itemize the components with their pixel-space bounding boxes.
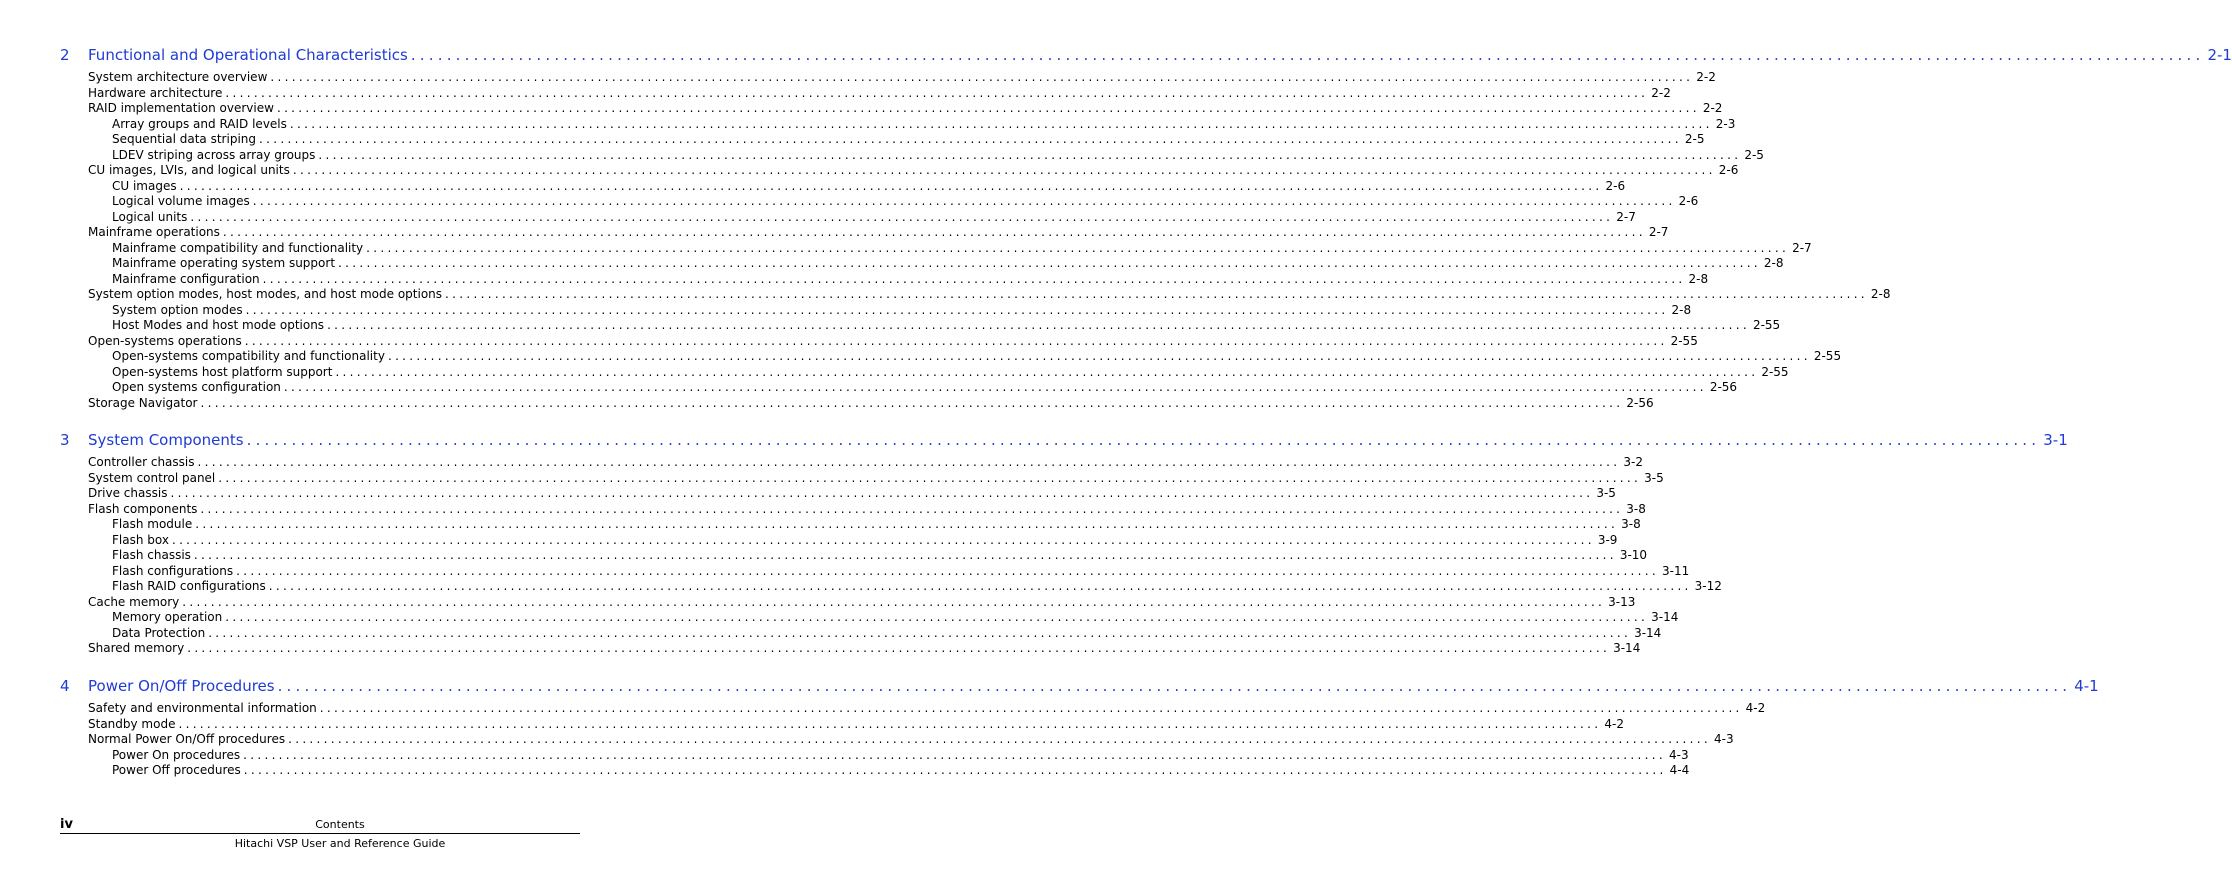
dot-leader: ........................................................................................................................................................................................................ (262, 272, 1686, 286)
entry-page-number: 3-13 (1608, 595, 1636, 609)
toc-subentry[interactable] (112, 349, 1842, 365)
dot-leader: ........................................................................................................................................................................................................ (182, 595, 1606, 609)
footer-book-title: Hitachi VSP User and Reference Guide (234, 837, 446, 850)
entry-page-number: 2-2 (1696, 70, 1716, 84)
dot-leader: ........................................................................................................................................................................................................ (190, 210, 1614, 224)
toc-entry[interactable] (88, 101, 1723, 117)
dot-leader: ........................................................................................................................................................................................................ (243, 748, 1666, 762)
dot-leader: ........................................................................................................................................................................................................ (277, 677, 2072, 695)
dot-leader: ........................................................................................................................................................................................................ (387, 349, 1811, 363)
dot-leader: ........................................................................................................................................................................................................ (366, 241, 1790, 255)
entry-page-number: 2-3 (1715, 117, 1736, 131)
toc-entry[interactable] (88, 86, 1671, 102)
entry-title: Flash RAID configurations (112, 579, 266, 593)
toc-subentry[interactable] (112, 365, 1789, 381)
entry-page-number: 3-10 (1619, 548, 1648, 562)
entry-title: Flash box (112, 533, 169, 547)
toc-subentry[interactable] (112, 380, 1738, 396)
entry-title: Safety and environmental information (88, 701, 317, 715)
entry-page-number: 4-2 (1745, 701, 1766, 715)
entry-page-number: 4-2 (1604, 717, 1624, 731)
entry-page-number: 2-8 (1688, 272, 1709, 286)
toc-subentry[interactable] (112, 763, 1690, 779)
entry-page-number: 2-7 (1648, 225, 1669, 239)
dot-leader: ........................................................................................................................................................................................................ (319, 701, 1743, 715)
footer-divider (60, 833, 580, 834)
dot-leader: ........................................................................................................................................................................................................ (445, 287, 1868, 301)
dot-leader: ........................................................................................................................................................................................................ (225, 86, 1649, 100)
dot-leader: ........................................................................................................................................................................................................ (327, 318, 1750, 332)
entry-title: CU images, LVIs, and logical units (88, 163, 290, 177)
entry-page-number: 2-55 (1752, 318, 1781, 332)
chapter-page-number: 3-1 (2043, 431, 2068, 449)
entry-page-number: 3-5 (1644, 471, 1664, 485)
entry-title: Hardware architecture (88, 86, 223, 100)
dot-leader: ........................................................................................................................................................................................................ (187, 641, 1611, 655)
toc-subentry[interactable] (112, 210, 1636, 226)
entry-title: Cache memory (88, 595, 180, 609)
dot-leader: ........................................................................................................................................................................................................ (318, 148, 1742, 162)
footer-section-title: Contents (315, 818, 365, 831)
dot-leader: ........................................................................................................................................................................................................ (218, 471, 1642, 485)
toc-subentry[interactable] (112, 517, 1641, 533)
chapter-number: 3 (60, 431, 70, 449)
toc-subentry[interactable] (112, 194, 1699, 210)
entry-title: Mainframe operations (88, 225, 220, 239)
entry-page-number: 3-14 (1613, 641, 1641, 655)
entry-page-number: 2-55 (1813, 349, 1842, 363)
toc-entry[interactable] (88, 717, 1624, 733)
toc-subentry[interactable] (112, 626, 1662, 642)
dot-leader: ........................................................................................................................................................................................................ (222, 225, 1646, 239)
entry-title: Array groups and RAID levels (112, 117, 287, 131)
dot-leader: ........................................................................................................................................................................................................ (252, 194, 1676, 208)
entry-page-number: 2-8 (1870, 287, 1891, 301)
entry-page-number: 2-55 (1670, 334, 1698, 348)
entry-title: Logical volume images (112, 194, 250, 208)
entry-title: Standby mode (88, 717, 176, 731)
entry-title: LDEV striping across array groups (112, 148, 316, 162)
entry-title: Normal Power On/Off procedures (88, 732, 286, 746)
entry-title: Open systems configuration (112, 380, 281, 394)
toc-entry[interactable] (88, 225, 1669, 241)
dot-leader: ........................................................................................................................................................................................................ (259, 132, 1682, 146)
entry-page-number: 2-2 (1702, 101, 1723, 115)
entry-page-number: 3-14 (1634, 626, 1662, 640)
entry-title: Mainframe operating system support (112, 256, 336, 270)
entry-page-number: 3-8 (1626, 502, 1646, 516)
toc-entry[interactable] (88, 732, 1734, 748)
entry-title: Power Off procedures (112, 763, 241, 777)
toc-subentry[interactable] (112, 303, 1692, 319)
entry-page-number: 2-5 (1744, 148, 1764, 162)
dot-leader: ........................................................................................................................................................................................................ (200, 502, 1624, 516)
dot-leader: ........................................................................................................................................................................................................ (268, 579, 1692, 593)
dot-leader: ........................................................................................................................................................................................................ (243, 763, 1667, 777)
dot-leader: ........................................................................................................................................................................................................ (338, 256, 1761, 270)
toc-subentry[interactable] (112, 564, 1690, 580)
chapter-number: 4 (60, 677, 70, 695)
toc-subentry[interactable] (112, 132, 1705, 148)
entry-page-number: 2-2 (1651, 86, 1671, 100)
dot-leader: ........................................................................................................................................................................................................ (178, 717, 1602, 731)
entry-page-number: 4-3 (1669, 748, 1689, 762)
entry-page-number: 2-5 (1684, 132, 1705, 146)
toc-subentry[interactable] (112, 748, 1689, 764)
entry-page-number: 2-8 (1671, 303, 1692, 317)
chapter-number: 2 (60, 46, 70, 64)
entry-title: Open-systems host platform support (112, 365, 333, 379)
entry-page-number: 2-56 (1709, 380, 1738, 394)
chapter-heading[interactable] (60, 677, 2099, 697)
entry-page-number: 2-7 (1792, 241, 1812, 255)
entry-title: Flash module (112, 517, 193, 531)
chapter-title: Power On/Off Procedures (88, 677, 275, 695)
entry-title: Controller chassis (88, 455, 195, 469)
dot-leader: ........................................................................................................................................................................................................ (276, 101, 1700, 115)
toc-subentry[interactable] (112, 256, 1784, 272)
dot-leader: ........................................................................................................................................................................................................ (335, 365, 1759, 379)
entry-title: Open-systems operations (88, 334, 242, 348)
chapter-page-number: 2-1 (2207, 46, 2232, 64)
dot-leader: ........................................................................................................................................................................................................ (208, 626, 1632, 640)
toc-subentry[interactable] (112, 272, 1709, 288)
toc-entry[interactable] (88, 287, 1891, 303)
entry-title: Data Protection (112, 626, 206, 640)
chapter-heading[interactable] (60, 46, 2232, 66)
dot-leader: ........................................................................................................................................................................................................ (292, 163, 1716, 177)
toc-entry[interactable] (88, 486, 1616, 502)
toc-entry[interactable] (88, 70, 1716, 86)
entry-title: Flash chassis (112, 548, 191, 562)
entry-title: Mainframe compatibility and functionality (112, 241, 364, 255)
entry-page-number: 2-6 (1718, 163, 1739, 177)
entry-title: Shared memory (88, 641, 185, 655)
entry-title: Memory operation (112, 610, 223, 624)
entry-page-number: 3-9 (1597, 533, 1618, 547)
entry-title: System option modes, host modes, and host mode options (88, 287, 443, 301)
toc-entry[interactable] (88, 334, 1698, 350)
entry-title: RAID implementation overview (88, 101, 274, 115)
entry-title: Drive chassis (88, 486, 168, 500)
toc-entry[interactable] (88, 502, 1646, 518)
toc-subentry[interactable] (112, 179, 1626, 195)
dot-leader: ........................................................................................................................................................................................................ (200, 396, 1624, 410)
entry-title: Power On procedures (112, 748, 241, 762)
dot-leader: ........................................................................................................................................................................................................ (289, 117, 1713, 131)
dot-leader: ........................................................................................................................................................................................................ (245, 303, 1669, 317)
entry-title: CU images (112, 179, 177, 193)
entry-page-number: 3-14 (1651, 610, 1679, 624)
toc-entry[interactable] (88, 701, 1766, 717)
entry-title: Flash components (88, 502, 198, 516)
entry-title: Logical units (112, 210, 188, 224)
chapter-page-number: 4-1 (2074, 677, 2099, 695)
dot-leader: ........................................................................................................................................................................................................ (283, 380, 1707, 394)
dot-leader: ........................................................................................................................................................................................................ (195, 517, 1619, 531)
toc-entry[interactable] (88, 455, 1643, 471)
entry-title: Storage Navigator (88, 396, 198, 410)
entry-page-number: 3-5 (1596, 486, 1616, 500)
toc-subentry[interactable] (112, 579, 1722, 595)
entry-page-number: 2-6 (1678, 194, 1699, 208)
toc-entry[interactable] (88, 471, 1664, 487)
dot-leader: ........................................................................................................................................................................................................ (410, 46, 2205, 64)
toc-subentry[interactable] (112, 148, 1764, 164)
entry-title: Open-systems compatibility and functionality (112, 349, 385, 363)
entry-title: Sequential data striping (112, 132, 256, 146)
dot-leader: ........................................................................................................................................................................................................ (225, 610, 1649, 624)
toc-subentry[interactable] (112, 117, 1736, 133)
dot-leader: ........................................................................................................................................................................................................ (244, 334, 1668, 348)
dot-leader: ........................................................................................................................................................................................................ (288, 732, 1711, 746)
toc-entry[interactable] (88, 163, 1739, 179)
entry-title: Flash configurations (112, 564, 234, 578)
toc-subentry[interactable] (112, 241, 1812, 257)
entry-title: System option modes (112, 303, 243, 317)
entry-page-number: 3-11 (1662, 564, 1690, 578)
dot-leader: ........................................................................................................................................................................................................ (270, 70, 1694, 84)
toc-subentry[interactable] (112, 548, 1648, 564)
entry-title: System architecture overview (88, 70, 268, 84)
entry-page-number: 2-6 (1605, 179, 1626, 193)
entry-page-number: 2-7 (1616, 210, 1636, 224)
chapter-title: Functional and Operational Characteristics (88, 46, 408, 64)
dot-leader: ........................................................................................................................................................................................................ (171, 533, 1595, 547)
entry-page-number: 3-12 (1694, 579, 1722, 593)
dot-leader: ........................................................................................................................................................................................................ (179, 179, 1603, 193)
toc-subentry[interactable] (112, 533, 1618, 549)
entry-page-number: 4-4 (1669, 763, 1690, 777)
entry-page-number: 3-2 (1623, 455, 1643, 469)
toc-subentry[interactable] (112, 318, 1781, 334)
toc-entry[interactable] (88, 396, 1654, 412)
toc-entry[interactable] (88, 641, 1641, 657)
entry-page-number: 3-8 (1621, 517, 1641, 531)
dot-leader: ........................................................................................................................................................................................................ (193, 548, 1617, 562)
entry-title: Mainframe configuration (112, 272, 260, 286)
entry-page-number: 2-8 (1763, 256, 1784, 270)
dot-leader: ........................................................................................................................................................................................................ (197, 455, 1621, 469)
entry-page-number: 2-55 (1761, 365, 1789, 379)
entry-page-number: 2-56 (1626, 396, 1654, 410)
chapter-title: System Components (88, 431, 244, 449)
dot-leader: ........................................................................................................................................................................................................ (246, 431, 2041, 449)
entry-title: Host Modes and host mode options (112, 318, 325, 332)
toc-entry[interactable] (88, 595, 1636, 611)
toc-subentry[interactable] (112, 610, 1679, 626)
dot-leader: ........................................................................................................................................................................................................ (236, 564, 1660, 578)
footer-page-number: iv (60, 817, 73, 832)
chapter-heading[interactable] (60, 431, 2068, 451)
dot-leader: ........................................................................................................................................................................................................ (170, 486, 1594, 500)
entry-page-number: 4-3 (1713, 732, 1734, 746)
entry-title: System control panel (88, 471, 216, 485)
